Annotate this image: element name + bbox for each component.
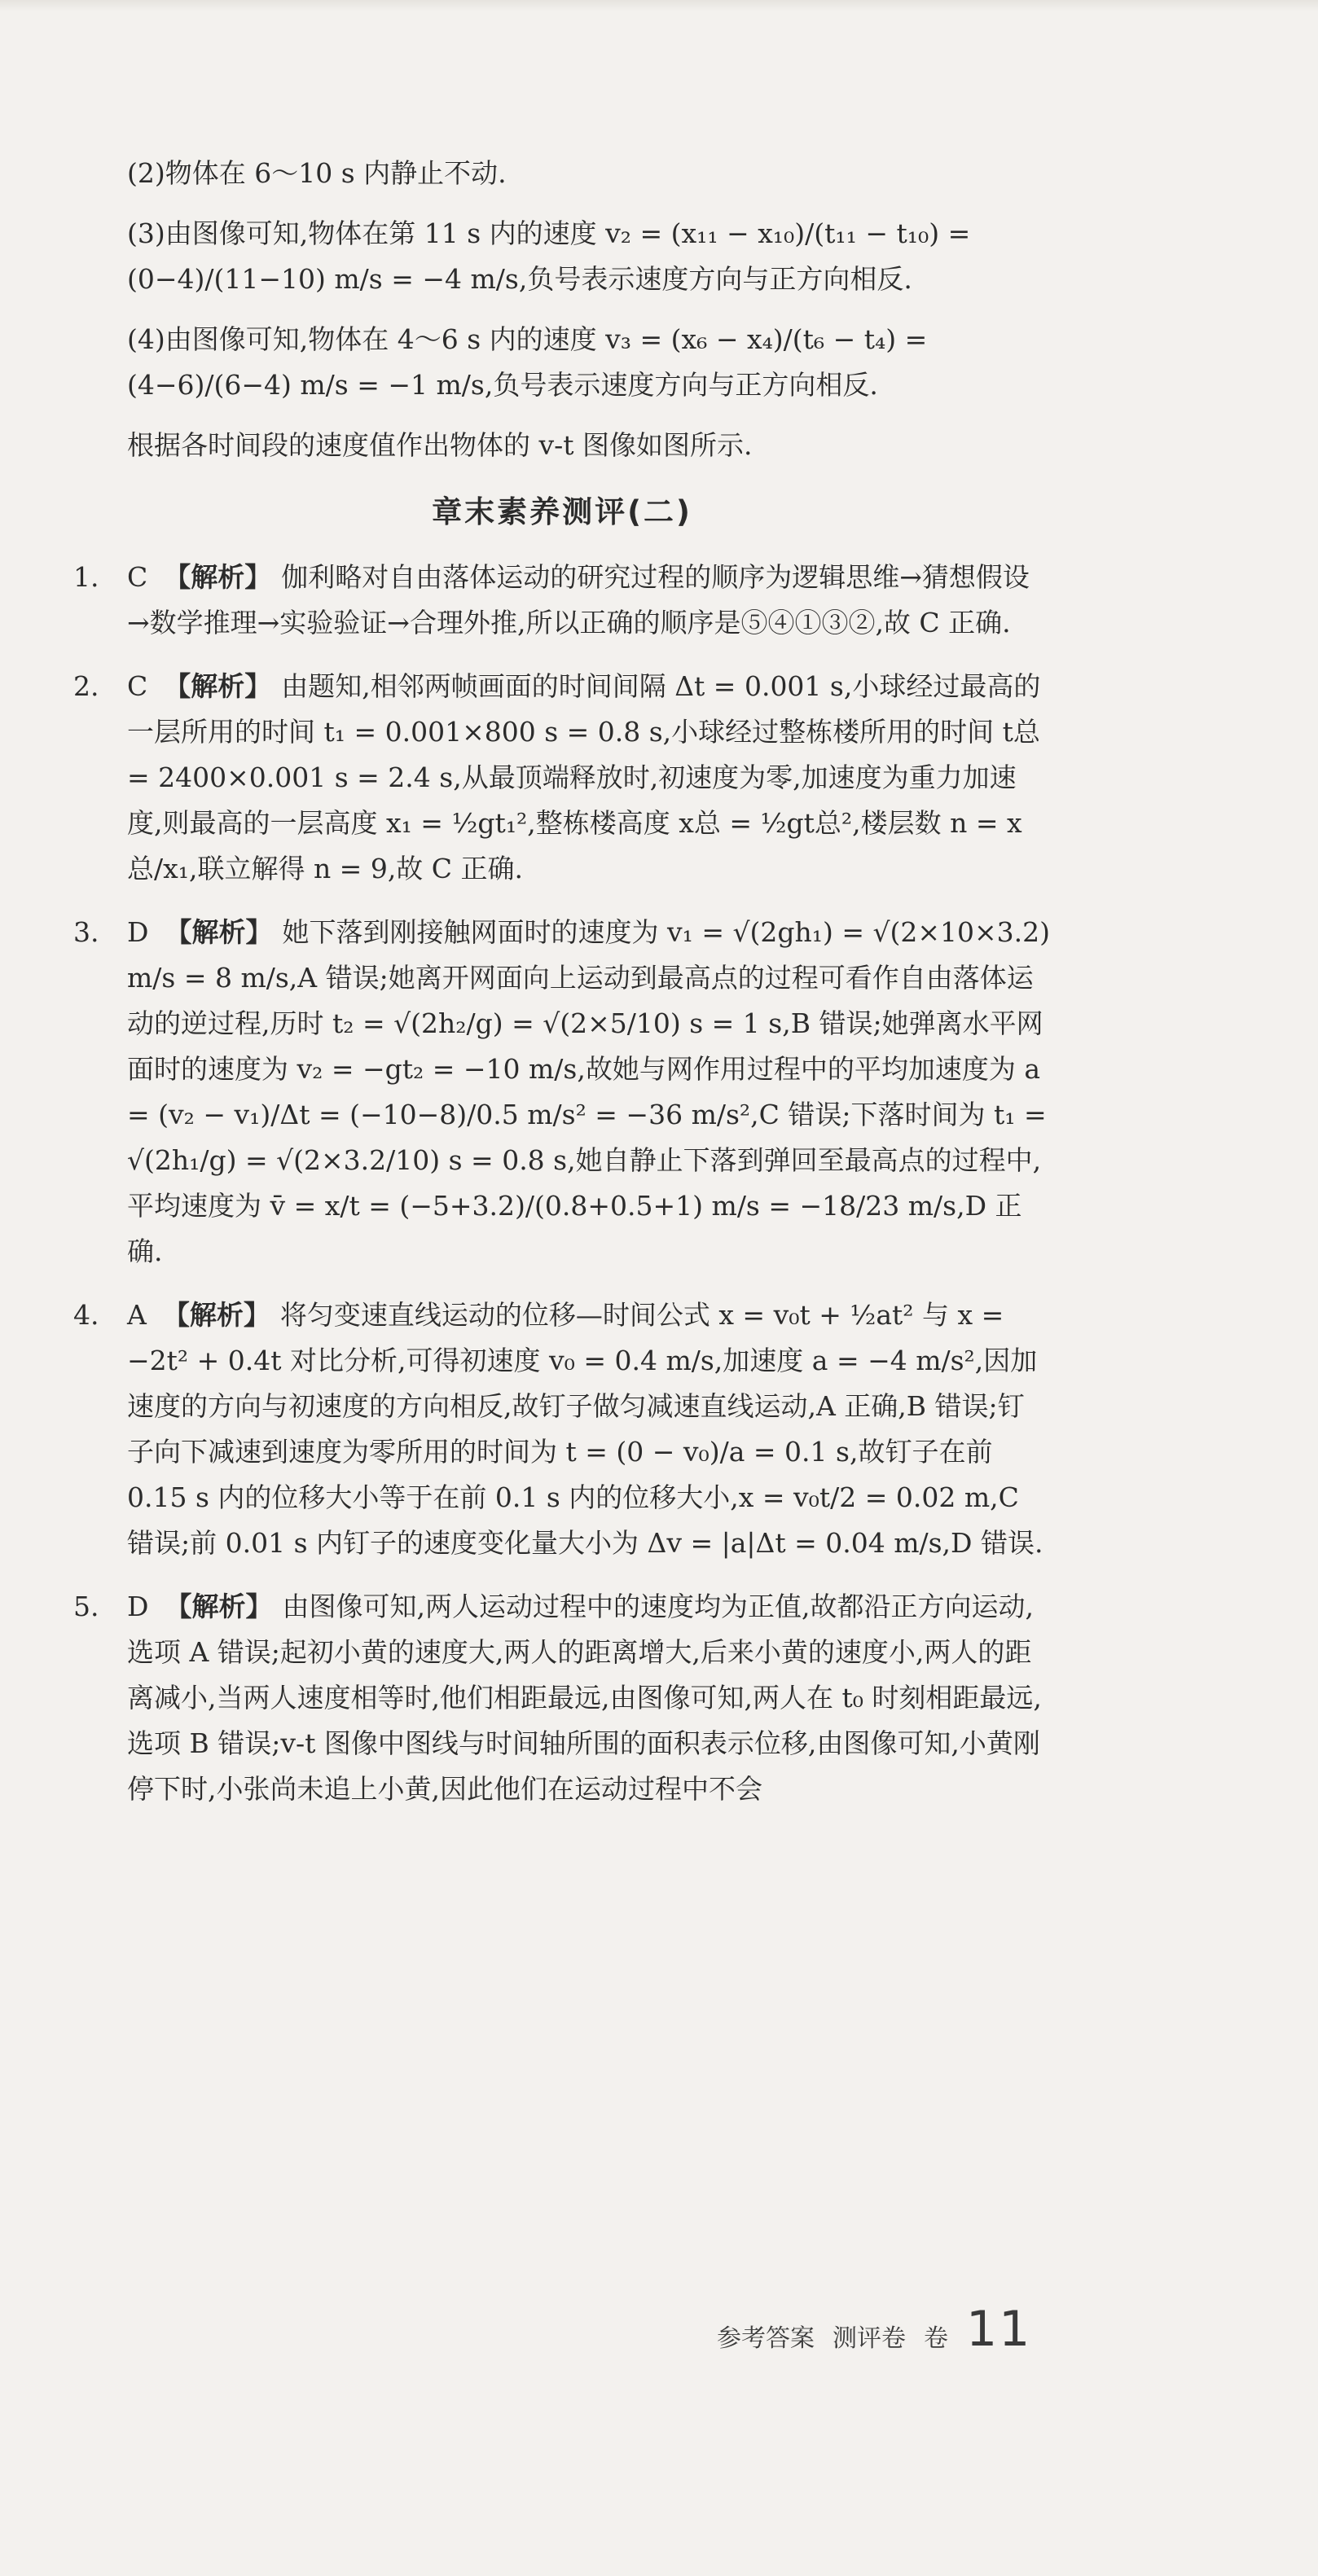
item-answer: D [127, 916, 149, 948]
analysis-tag: 【解析】 [162, 1299, 270, 1331]
answer-item [73, 1584, 1051, 1812]
item-body [127, 555, 1051, 646]
analysis-tag: 【解析】 [165, 916, 273, 948]
page-footer [717, 2301, 1059, 2358]
item-body [127, 1584, 1051, 1812]
item-number: 3. [73, 916, 99, 948]
answer-item [73, 910, 1051, 1275]
footer-label: 卷 [924, 2324, 948, 2353]
answer-item [73, 664, 1051, 892]
section-title: 章末素养测评(二) [432, 494, 692, 529]
item-answer: C [127, 561, 148, 593]
item-number: 5. [73, 1591, 99, 1622]
item-number: 4. [73, 1299, 99, 1331]
top-edge-shade [0, 0, 1318, 11]
footer-label: 测评卷 [833, 2324, 906, 2353]
item-explanation: 她下落到刚接触网面时的速度为 v₁ = √(2gh₁) = √(2×10×3.2) m/s = 8 m/s,A 错误;她离开网面向上运动到最高点的过程可看作自由落体运动的逆过程,历时 t₂ = √(2h₂/g) = √(2×5/10) s = 1 s,B 错误;她弹离水平网面时的速度为 v₂ = −gt₂ = −10 m/s,故她与网作用过程中的平均加速度为 a = (v₂ − v₁)/Δt = (−10−8)/0.5 m/s² = −36 m/s²,C 错误;下落时间为 t₁ = √(2h₁/g) = √(2×3.2/10) s = 0.8 s,她自静止下落到弹回至最高点的过程中,平均速度为 v̄ = x/t = (−5+3.2)/(0.8+0.5+1) m/s = −18/23 m/s,D 正确. [127, 916, 1051, 1267]
item-number: 1. [73, 561, 99, 593]
item-body [127, 1292, 1051, 1566]
intro-paragraph: 根据各时间段的速度值作出物体的 v-t 图像如图所示. [127, 429, 753, 461]
page-number: 11 [966, 2301, 1032, 2358]
intro-paragraph: (2)物体在 6～10 s 内静止不动. [127, 157, 507, 189]
item-body [127, 910, 1051, 1275]
footer-label: 参考答案 [717, 2324, 815, 2353]
item-answer: C [127, 670, 148, 702]
answer-item [73, 1292, 1051, 1566]
item-answer: D [127, 1591, 149, 1622]
item-explanation: 由题知,相邻两帧画面的时间间隔 Δt = 0.001 s,小球经过最高的一层所用的时间 t₁ = 0.001×800 s = 0.8 s,小球经过整栋楼所用的时间 t总 = 2400×0.001 s = 2.4 s,从最顶端释放时,初速度为零,加速度为重力加速度,则最高的一层高度 x₁ = ½gt₁²,整栋楼高度 x总 = ½gt总²,楼层数 n = x总/x₁,联立解得 n = 9,故 C 正确. [127, 670, 1041, 884]
item-explanation: 伽利略对自由落体运动的研究过程的顺序为逻辑思维→猜想假设→数学推理→实验验证→合理外推,所以正确的顺序是⑤④①③②,故 C 正确. [127, 561, 1030, 639]
answer-item [73, 555, 1051, 646]
intro-paragraph: (4)由图像可知,物体在 4～6 s 内的速度 v₃ = (x₆ − x₄)/(t₆ − t₄) = (4−6)/(6−4) m/s = −1 m/s,负号表示速度方向与正方向相反. [127, 323, 928, 401]
item-body [127, 664, 1051, 892]
item-number: 2. [73, 670, 99, 702]
item-answer: A [127, 1299, 147, 1331]
item-explanation: 将匀变速直线运动的位移—时间公式 x = v₀t + ½at² 与 x = −2t² + 0.4t 对比分析,可得初速度 v₀ = 0.4 m/s,加速度 a = −4 m/s²,因加速度的方向与初速度的方向相反,故钉子做匀减速直线运动,A 正确,B 错误;钉子向下减速到速度为零所用的时间为 t = (0 − v₀)/a = 0.1 s,故钉子在前 0.15 s 内的位移大小等于在前 0.1 s 内的位移大小,x = v₀t/2 = 0.02 m,C 错误;前 0.01 s 内钉子的速度变化量大小为 Δv = |a|Δt = 0.04 m/s,D 错误. [127, 1299, 1043, 1559]
answer-content [73, 151, 1051, 1830]
intro-paragraph: (3)由图像可知,物体在第 11 s 内的速度 v₂ = (x₁₁ − x₁₀)/(t₁₁ − t₁₀) = (0−4)/(11−10) m/s = −4 m/s,负号表示速度方向与正方向相反. [127, 217, 971, 295]
analysis-tag: 【解析】 [164, 561, 272, 593]
item-explanation: 由图像可知,两人运动过程中的速度均为正值,故都沿正方向运动,选项 A 错误;起初小黄的速度大,两人的距离增大,后来小黄的速度小,两人的距离减小,当两人速度相等时,他们相距最远,由图像可知,两人在 t₀ 时刻相距最远,选项 B 错误;v-t 图像中图线与时间轴所围的面积表示位移,由图像可知,小黄刚停下时,小张尚未追上小黄,因此他们在运动过程中不会 [127, 1591, 1042, 1805]
analysis-tag: 【解析】 [164, 670, 272, 702]
analysis-tag: 【解析】 [165, 1591, 273, 1622]
